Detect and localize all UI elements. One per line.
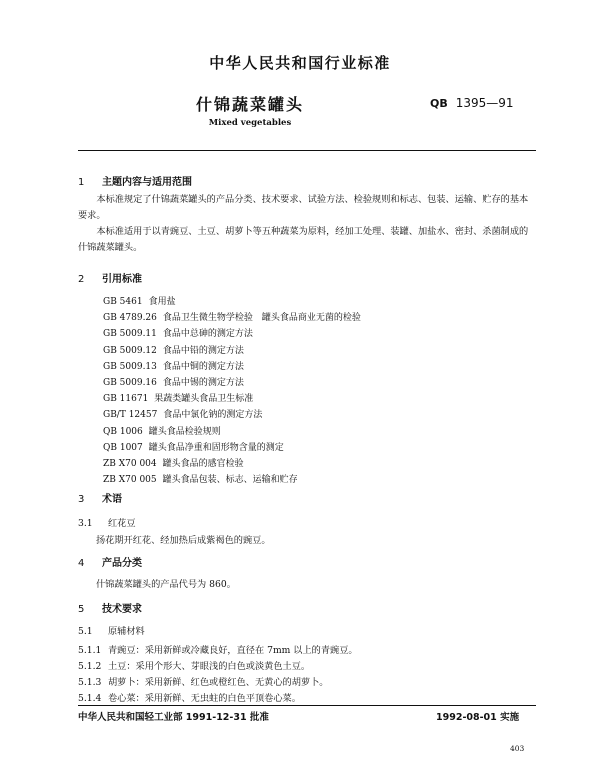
item-number: 5.1.4 [78,693,102,704]
approval-note: 中华人民共和国轻工业部 1991-12-31 批准 [78,712,269,723]
ref-code: GB 5009.12 [103,345,157,356]
section-1-body [78,192,536,256]
ref-title: 食品中氯化钠的测定方法 [163,410,263,421]
bottom-rule [78,705,536,706]
section-title: 主题内容与适用范围 [102,177,192,188]
ref-title: 食用盐 [148,297,176,307]
ref-title: 食品中铅的测定方法 [162,345,244,356]
list-item [78,658,310,672]
section-number: 5 [78,604,85,615]
ref-code: GB 5461 [103,297,143,307]
ref-code: GB 5009.13 [103,361,157,372]
section-title: 技术要求 [102,604,142,615]
list-item [103,456,361,472]
ref-code: ZB X70 005 [103,475,157,486]
ref-code: QB 1006 [103,426,143,437]
standard-code [430,96,514,110]
ref-title: 食品中锡的测定方法 [162,378,244,389]
section-3-heading [78,490,122,505]
ref-code: GB 4789.26 [103,313,157,324]
item-text: 胡萝卜：采用新鲜、红色或橙红色、无黄心的胡萝卜。 [108,677,329,688]
item-text: 土豆：采用个形大、芽眼浅的白色或淡黄色土豆。 [108,661,311,672]
list-item [103,326,361,342]
item-text: 卷心菜：采用新鲜、无虫蛀的白色平顶卷心菜。 [108,693,301,704]
list-item [103,472,361,488]
section-number: 2 [78,274,85,285]
ref-code: GB 11671 [103,394,149,405]
ref-code: GB 5009.16 [103,378,157,389]
ref-code: GB/T 12457 [103,410,158,421]
subsection-3-1 [78,515,136,529]
list-item [103,424,361,440]
section-title: 术语 [102,494,122,505]
ref-code: GB 5009.11 [103,329,157,340]
list-item [78,690,301,704]
list-item [103,375,361,391]
english-title: Mixed vegetables [208,118,292,128]
ref-title: 食品中总砷的测定方法 [162,329,253,340]
standard-body-header: 中华人民共和国行业标准 [209,54,391,72]
list-item [78,642,358,656]
section-4-heading [78,554,142,569]
list-item [103,310,361,326]
subsection-title: 原辅材料 [108,626,145,637]
ref-title: 罐头食品包装、标志、运输和贮存 [162,475,298,486]
section-1-heading [78,173,192,188]
subsection-title: 红花豆 [108,518,136,529]
ref-title: 食品卫生微生物学检验 罐头食品商业无菌的检验 [162,313,361,324]
list-item [103,294,361,310]
item-text: 青豌豆：采用新鲜或冷藏良好，直径在 7mm 以上的青豌豆。 [108,645,358,656]
section-number: 1 [78,177,85,188]
ref-title: 罐头食品净重和固形物含量的测定 [148,442,284,453]
reference-list [103,294,361,488]
subsection-number: 5.1 [78,626,93,637]
code-number: 1395—91 [455,96,514,110]
paragraph: 本标准规定了什锦蔬菜罐头的产品分类、技术要求、试验方法、检验规则和标志、包装、运输、贮存的基本要求。 [78,194,529,221]
document-title: 什锦蔬菜罐头 [195,95,304,114]
item-number: 5.1.1 [78,645,102,656]
ref-title: 食品中铜的测定方法 [162,361,244,372]
ref-title: 罐头食品的感官检验 [162,459,244,470]
list-item [103,391,361,407]
list-item [78,674,329,688]
list-item [103,440,361,456]
page-number: 403 [510,744,525,753]
item-number: 5.1.2 [78,661,102,672]
section-title: 引用标准 [102,274,142,285]
term-definition: 扬花期开红花、经加热后成紫褐色的豌豆。 [96,535,271,546]
product-code-text: 什锦蔬菜罐头的产品代号为 860。 [96,579,236,590]
section-5-heading [78,600,142,615]
section-2-heading [78,270,142,285]
list-item [103,359,361,375]
code-prefix: QB [430,97,448,110]
section-number: 3 [78,494,85,505]
item-number: 5.1.3 [78,677,102,688]
ref-title: 罐头食品检验规则 [148,426,221,437]
section-number: 4 [78,558,85,569]
list-item [103,407,361,423]
section-title: 产品分类 [102,558,142,569]
top-rule [78,150,536,151]
implementation-date: 1992-08-01 实施 [436,712,520,723]
subsection-5-1 [78,623,145,637]
ref-code: QB 1007 [103,442,143,453]
list-item [103,343,361,359]
paragraph: 本标准适用于以青豌豆、土豆、胡萝卜等五种蔬菜为原料，经加工处理、装罐、加盐水、密封、杀菌制成的什锦蔬菜罐头。 [78,226,529,253]
ref-code: ZB X70 004 [103,459,157,470]
subsection-number: 3.1 [78,518,93,529]
ref-title: 果蔬类罐头食品卫生标准 [154,394,254,405]
